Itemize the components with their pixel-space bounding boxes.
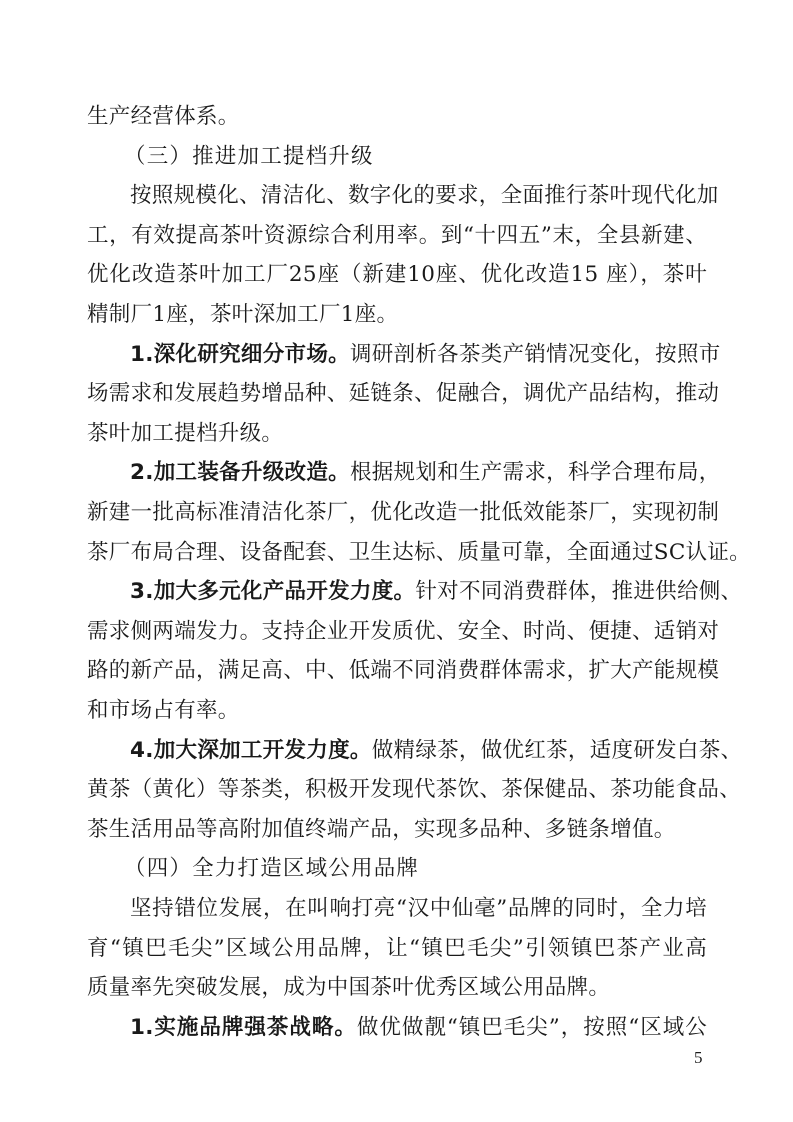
paragraph-line	[130, 460, 721, 486]
line-text: 茶叶加工提档升级。	[87, 420, 284, 446]
item-heading: 3.加大多元化产品开发力度。	[130, 579, 416, 605]
paragraph-line	[87, 222, 707, 248]
paragraph-line	[87, 977, 707, 999]
section-subheading	[124, 858, 419, 880]
paragraph-line	[130, 341, 721, 367]
page-number: 5	[694, 1048, 703, 1067]
paragraph-line	[130, 898, 707, 920]
line-text: 育“镇巴毛尖”区域公用品牌，让“镇巴毛尖”引领镇巴茶产业高	[87, 935, 707, 961]
paragraph-line	[130, 1014, 708, 1040]
line-text: 工，有效提高茶叶资源综合利用率。到“十四五”末，全县新建、	[87, 222, 707, 248]
paragraph-line	[87, 539, 751, 565]
item-heading: 1.实施品牌强茶战略。	[130, 1014, 357, 1040]
line-text: 按照规模化、清洁化、数字化的要求，全面推行茶叶现代化加	[130, 183, 719, 209]
line-text: 坚持错位发展，在叫响打亮“汉中仙毫”品牌的同时，全力培	[130, 896, 707, 921]
paragraph-line	[87, 304, 707, 326]
paragraph-line	[87, 264, 707, 286]
item-heading: 1.深化研究细分市场。	[130, 341, 350, 367]
paragraph-line	[87, 381, 720, 407]
paragraph-line	[87, 777, 742, 803]
line-text: 生产经营体系。	[87, 104, 240, 129]
line-text: 优化改造茶叶加工厂25座（新建10座、优化改造15 座），茶叶	[87, 262, 707, 288]
line-text: 茶生活用品等高附加值终端产品，实现多品种、多链条增值。	[87, 816, 676, 842]
line-text: 需求侧两端发力。支持企业开发质优、安全、时尚、便捷、适销对	[87, 618, 720, 644]
paragraph-line	[87, 935, 707, 961]
paragraph-line	[87, 658, 720, 684]
line-text: 场需求和发展趋势增品种、延链条、促融合，调优产品结构，推动	[87, 381, 720, 407]
paragraph-line	[87, 618, 720, 644]
line-text: 针对不同消费群体，推进供给侧、	[415, 579, 743, 605]
line-text: 茶厂布局合理、设备配套、卫生达标、质量可靠，全面通过SC认证。	[87, 539, 751, 565]
line-text: 做优做靓“镇巴毛尖”，按照“区域公	[356, 1014, 708, 1040]
line-text: 路的新产品，满足高、中、低端不同消费群体需求，扩大产能规模	[87, 658, 720, 684]
paragraph-line	[130, 183, 719, 209]
line-text: 做精绿茶，做优红茶，适度研发白茶、	[371, 737, 743, 763]
paragraph-line	[87, 500, 720, 525]
line-text: 根据规划和生产需求，科学合理布局，	[349, 460, 721, 486]
line-text: 和市场占有率。	[87, 698, 240, 723]
paragraph-line	[87, 420, 707, 446]
paragraph-line	[130, 579, 743, 605]
section-subheading	[124, 143, 374, 169]
line-text: （三）推进加工提档升级	[124, 143, 374, 169]
line-text: 黄茶（黄化）等茶类，积极开发现代茶饮、茶保健品、茶功能食品、	[87, 777, 742, 803]
paragraph-line	[130, 737, 743, 763]
paragraph-line	[87, 106, 707, 128]
item-heading: 4.加大深加工开发力度。	[130, 737, 372, 763]
line-text: 质量率先突破发展，成为中国茶叶优秀区域公用品牌。	[87, 975, 611, 1001]
paragraph-line	[87, 816, 707, 842]
line-text: 新建一批高标准清洁化茶厂，优化改造一批低效能茶厂，实现初制	[87, 500, 720, 525]
line-text: （四）全力打造区域公用品牌	[124, 856, 420, 882]
line-text: 精制厂1座，茶叶深加工厂1座。	[87, 302, 399, 327]
line-text: 调研剖析各茶类产销情况变化，按照市	[349, 341, 721, 367]
paragraph-line	[87, 700, 707, 722]
item-heading: 2.加工装备升级改造。	[130, 460, 350, 486]
